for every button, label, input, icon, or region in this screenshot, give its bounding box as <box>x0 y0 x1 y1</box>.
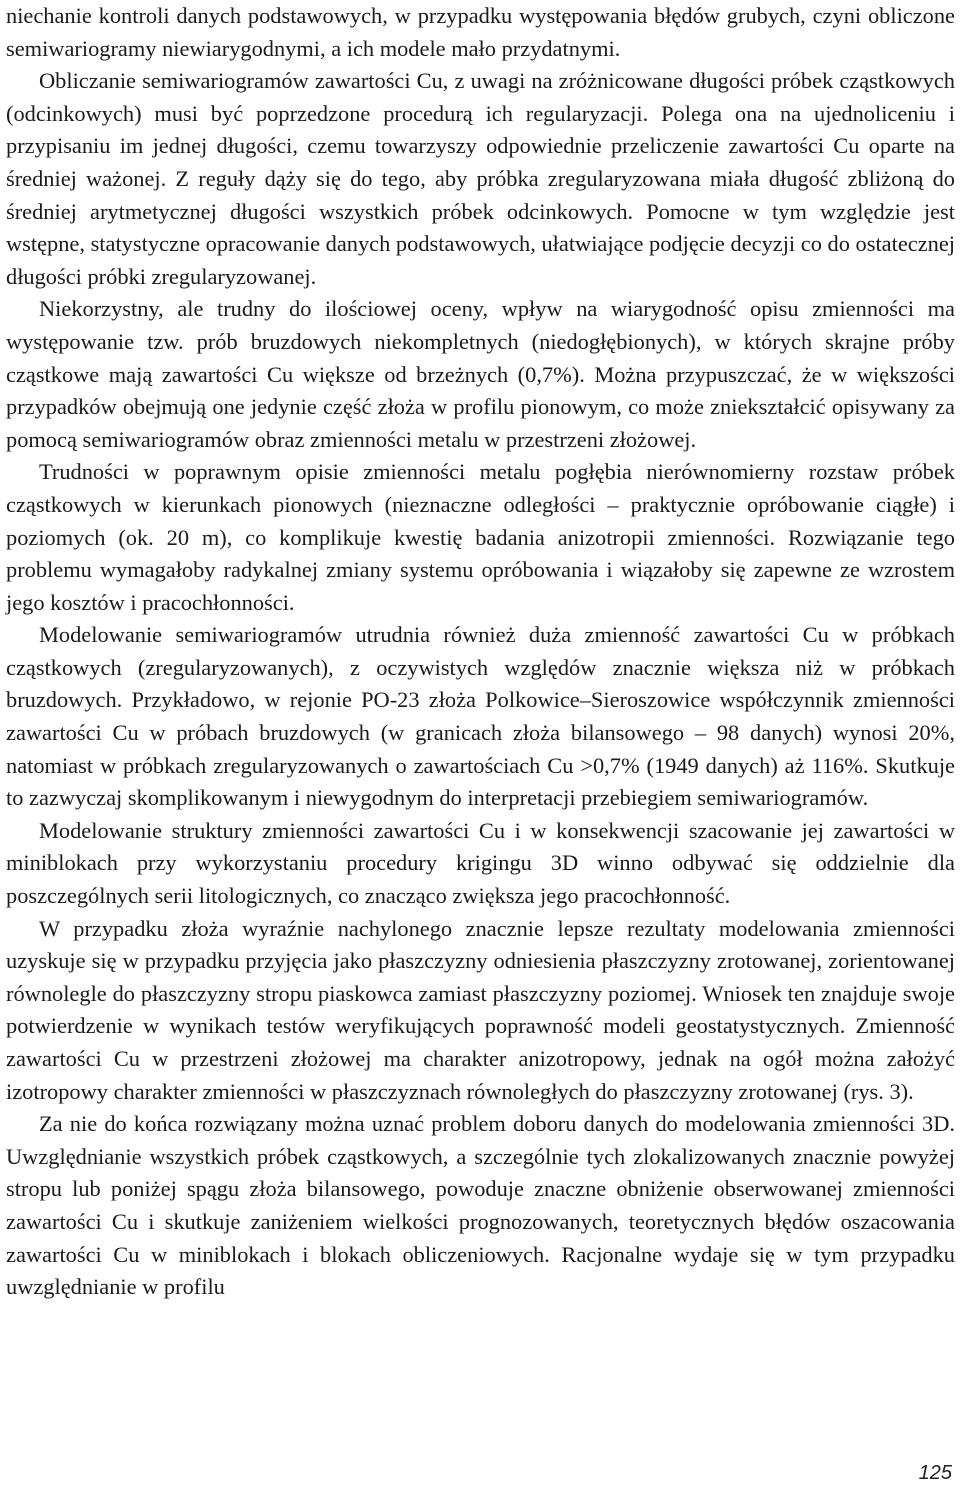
paragraph-rotated-plane: W przypadku złoża wyraźnie nachylonego znacznie lepsze rezultaty modelowania zmienności uzyskuje się w przypadku przyjęcia jako płaszczyzny odniesienia płaszczyzny zrotowanej, zorientowanej równolegle do płaszczyzny stropu piaskowca zamiast płaszczyzny poziomej. Wniosek ten znajduje swoje potwierdzenie w wynikach testów weryfikujących poprawność modeli geostatystycznych. Zmienność zawartości Cu w przestrzeni złożowej ma charakter anizotropowy, jednak na ogół można założyć izotropowy charakter zmienności w płaszczyznach równoległych do płaszczyzny zrotowanej (rys. 3). <box>6 915 955 1104</box>
page-number: 125 <box>918 1462 952 1484</box>
paragraph-data-selection: Za nie do końca rozwiązany można uznać problem doboru danych do modelowania zmienności 3D. Uwzględnianie wszystkich próbek cząstkowych, a szczególnie tych zlokalizowanych znacznie powyżej stropu lub poniżej spągu złoża bilansowego, powoduje znaczne obniżenie obserwowanej zmienności zawartości Cu i skutkuje zaniżeniem wielkości prognozowanych, teoretycznych błędów oszacowania zawartości Cu w miniblokach i blokach obliczeniowych. Racjonalne wydaje się w tym przypadku uwzględnianie w profilu <box>6 1111 955 1300</box>
paragraph-continuation: niechanie kontroli danych podstawowych, w przypadku występowania błędów grubych, czyni obliczone semiwariogramy niewiarygodnymi, a ich modele mało przydatnymi. <box>6 3 955 61</box>
paragraph-incomplete-samples: Niekorzystny, ale trudny do ilościowej oceny, wpływ na wiarygodność opisu zmienności ma występowanie tzw. prób bruzdowych niekompletnych (niedogłębionych), w których skrajne próby cząstkowe mają zawartości Cu większe od brzeżnych (0,7%). Można przypuszczać, że w większości przypadków obejmują one jedynie część złoża w profilu pionowym, co może zniekształcić opisywany za pomocą semiwariogramów obraz zmienności metalu w przestrzeni złożowej. <box>6 296 955 452</box>
paragraph-regularization: Obliczanie semiwariogramów zawartości Cu, z uwagi na zróżnicowane długości próbek cząstkowych (odcinkowych) musi być poprzedzone procedurą ich regularyzacji. Polega ona na ujednoliceniu i przypisaniu im jednej długości, czemu towarzyszy odpowiednie przeliczenie zawartości Cu oparte na średniej ważonej. Z reguły dąży się do tego, aby próbka zregularyzowana miała długość zbliżoną do średniej arytmetycznej długości wszystkich próbek odcinkowych. Pomocne w tym względzie jest wstępne, statystyczne opracowanie danych podstawowych, ułatwiające podjęcie decyzji co do ostatecznej długości próbki zregularyzowanej. <box>6 68 955 289</box>
page-body <box>6 0 955 1304</box>
paragraph-sample-spacing: Trudności w poprawnym opisie zmienności metalu pogłębia nierównomierny rozstaw próbek cząstkowych w kierunkach pionowych (nieznaczne odległości – praktycznie opróbowanie ciągłe) i poziomych (ok. 20 m), co komplikuje kwestię badania anizotropii zmienności. Rozwiązanie tego problemu wymagałoby radykalnej zmiany systemu opróbowania i wiązałoby się zapewne ze wzrostem jego kosztów i pracochłonności. <box>6 459 955 615</box>
paragraph-lithology: Modelowanie struktury zmienności zawartości Cu i w konsekwencji szacowanie jej zawartości w miniblokach przy wykorzystaniu procedury krigingu 3D winno odbywać się oddzielnie dla poszczególnych serii litologicznych, co znacząco zwiększa jego pracochłonność. <box>6 817 955 909</box>
paragraph-variability: Modelowanie semiwariogramów utrudnia również duża zmienność zawartości Cu w próbkach cząstkowych (zregularyzowanych), z oczywistych względów znacznie większa niż w próbkach bruzdowych. Przykładowo, w rejonie PO-23 złoża Polkowice–Sieroszowice współczynnik zmienności zawartości Cu w próbach bruzdowych (w granicach złoża bilansowego – 98 danych) wynosi 20%, natomiast w próbkach zregularyzowanych o zawartościach Cu >0,7% (1949 danych) aż 116%. Skutkuje to zazwyczaj skomplikowanym i niewygodnym do interpretacji przebiegiem semiwariogramów. <box>6 622 955 811</box>
